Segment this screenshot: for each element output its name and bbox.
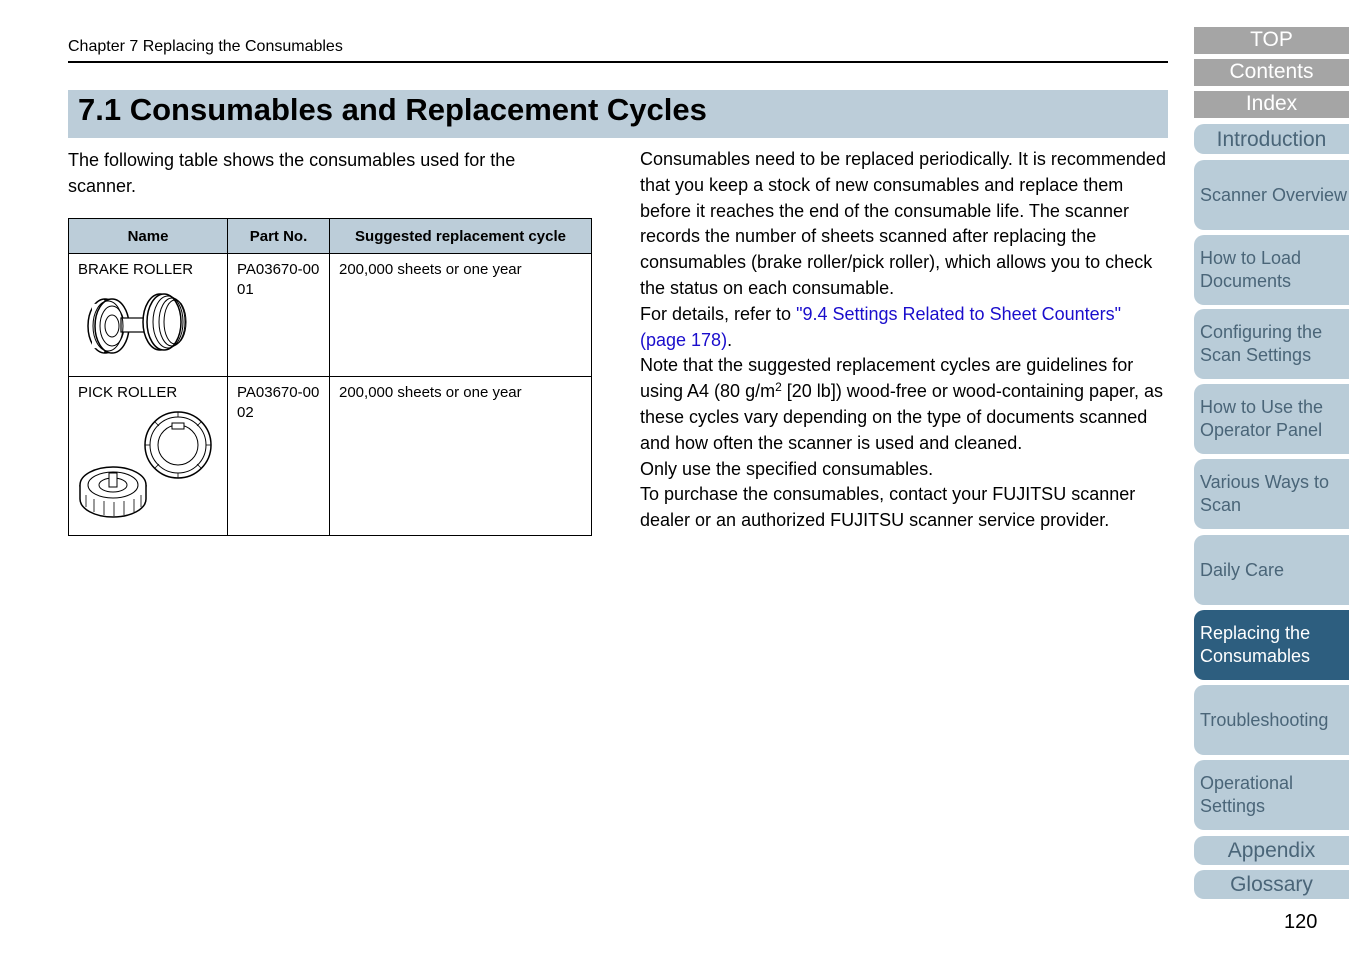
details-suffix: . xyxy=(727,329,733,350)
tab-glossary[interactable]: Glossary xyxy=(1194,870,1349,899)
superscript-two: 2 xyxy=(775,380,782,395)
tab-scanner-overview[interactable]: Scanner Overview xyxy=(1194,160,1349,230)
tab-various-ways-to-scan[interactable]: Various Ways to Scan xyxy=(1194,459,1349,529)
table-cell-part-no: PA03670-0001 xyxy=(228,254,330,377)
brake-roller-illustration xyxy=(78,288,218,366)
sheet-counters-link[interactable]: "9.4 Settings Related to Sheet Counters" (page 178) xyxy=(640,303,1122,350)
page-number: 120 xyxy=(1284,911,1318,933)
tab-how-to-load-documents[interactable]: How to Load Documents xyxy=(1194,235,1349,305)
nav-index-button[interactable]: Index xyxy=(1194,91,1349,118)
section-title-bar xyxy=(68,90,1168,138)
paragraph-purchase: To purchase the consumables, contact your FUJITSU scanner dealer or an authorized FUJITSU scanner service provider. xyxy=(640,484,1136,531)
consumables-table xyxy=(68,218,592,536)
note-part-a: Note that the suggested replacement cycles are guidelines for using A4 (80 g/m xyxy=(640,355,1134,402)
consumable-name: PICK ROLLER xyxy=(78,384,178,401)
nav-contents-button[interactable]: Contents xyxy=(1194,59,1349,86)
table-cell-name xyxy=(69,254,228,377)
table-cell-cycle: 200,000 sheets or one year xyxy=(330,377,592,536)
column-header-name: Name xyxy=(69,219,228,254)
tab-replacing-consumables[interactable]: Replacing the Consumables xyxy=(1194,610,1349,680)
paragraph-specified: Only use the specified consumables. xyxy=(640,458,934,479)
table-row xyxy=(69,377,592,536)
table-cell-name xyxy=(69,377,228,536)
tab-troubleshooting[interactable]: Troubleshooting xyxy=(1194,685,1349,755)
tab-operational-settings[interactable]: Operational Settings xyxy=(1194,760,1349,830)
table-cell-part-no: PA03670-0002 xyxy=(228,377,330,536)
header-divider xyxy=(68,61,1168,63)
nav-top-button[interactable]: TOP xyxy=(1194,27,1349,54)
pick-roller-illustration xyxy=(78,411,218,529)
table-header-row xyxy=(69,219,592,254)
column-header-cycle: Suggested replacement cycle xyxy=(330,219,592,254)
paragraph-note xyxy=(640,353,1170,456)
tab-daily-care[interactable]: Daily Care xyxy=(1194,535,1349,605)
details-prefix: For details, refer to xyxy=(640,303,797,324)
tab-configuring-scan-settings[interactable]: Configuring the Scan Settings xyxy=(1194,309,1349,379)
note-part-b: [20 lb]) wood-free or wood-containing paper, as these cycles vary depending on the type of documents scanned and how often the scanner is used and cleaned. xyxy=(640,381,1164,453)
consumable-name: BRAKE ROLLER xyxy=(78,261,194,278)
intro-text: The following table shows the consumables used for the scanner. xyxy=(68,150,516,196)
tab-appendix[interactable]: Appendix xyxy=(1194,836,1349,865)
tab-introduction[interactable]: Introduction xyxy=(1194,124,1349,154)
tab-operator-panel[interactable]: How to Use the Operator Panel xyxy=(1194,384,1349,454)
table-cell-cycle: 200,000 sheets or one year xyxy=(330,254,592,377)
chapter-header: Chapter 7 Replacing the Consumables xyxy=(68,38,343,55)
paragraph-details xyxy=(640,302,1170,354)
paragraph-replacement: Consumables need to be replaced periodically. It is recommended that you keep a stock of new consumables and replace them before it reaches the end of the consumable life. The scanner records the number of sheets scanned after replacing the consumables (brake roller/pick roller), which allows you to check the status on each consumable. xyxy=(640,149,1166,298)
table-row xyxy=(69,254,592,377)
body-text xyxy=(640,147,1170,534)
column-header-part-no: Part No. xyxy=(228,219,330,254)
page-title: 7.1 Consumables and Replacement Cycles xyxy=(78,92,707,127)
